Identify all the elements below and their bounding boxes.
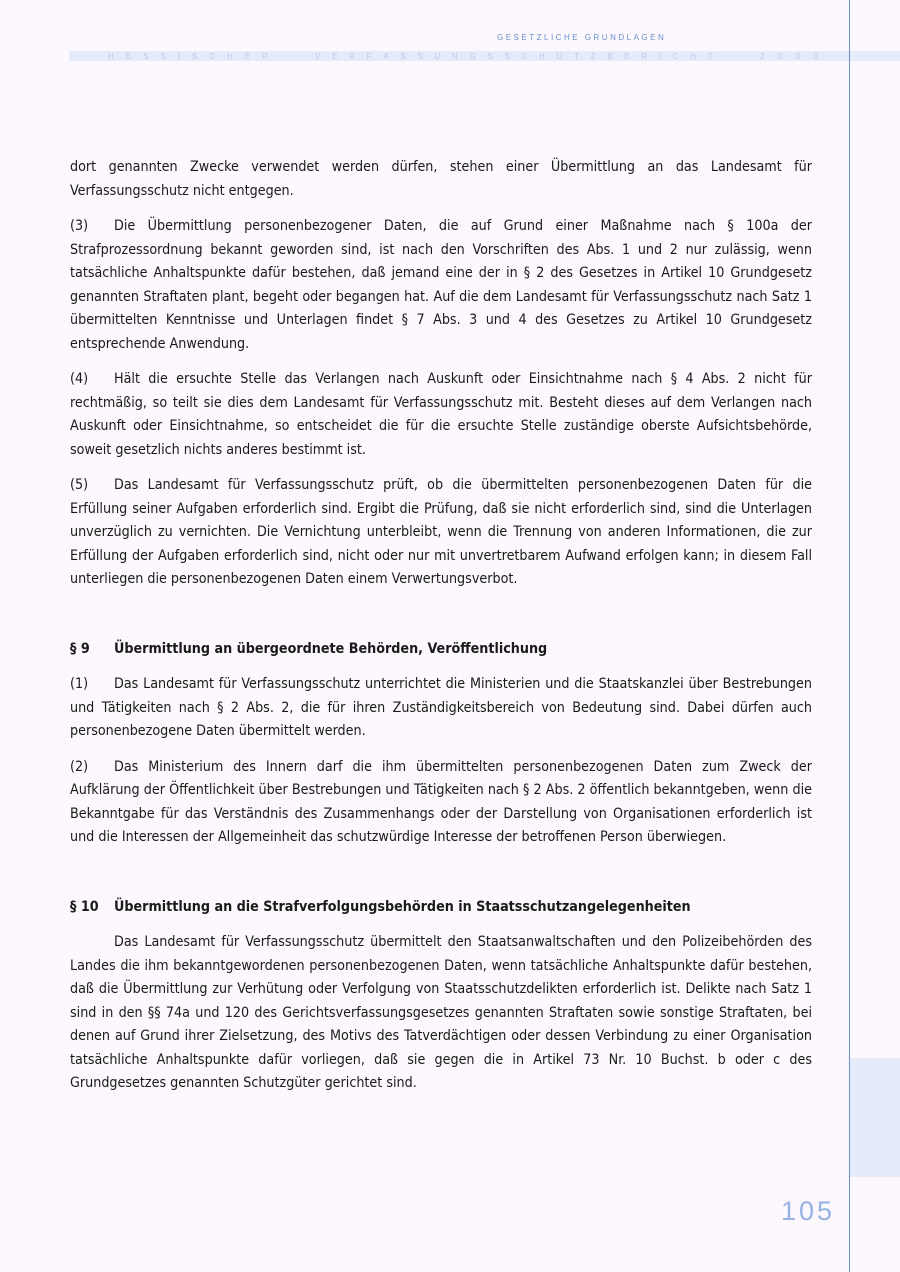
paragraph-10: Das Landesamt für Verfassungsschutz übermittelt den Staatsanwaltschaften und den Polizeibehörden des Landes die ihm bekanntgewordenen personenbezogenen Daten, wenn tatsächliche Anhaltspunkte dafür bestehen, daß die Übermittlung zur Verhütung oder Verfolgung von Staatsschutzdelikten erforderlich ist. Delikte nach Satz 1 sind in den §§ 74a und 120 des Gerichtsverfassungsgesetzes genannten Straftaten sowie sonstige Straftaten, bei denen auf Grund ihrer Zielsetzung, des Motivs des Tatverdächtigen oder dessen Verbindung zu einer Organisation tatsächliche Anhaltspunkte dafür vorliegen, daß sie gegen die in Artikel 73 Nr. 10 Buchst. b oder c des Grundgesetzes genannten Schutzgüter gerichtet sind. [70,934,812,1091]
running-title-word: 2 0 0 0 [760,52,818,61]
section-number: § 9 [70,640,90,657]
paragraph-number: (2) [70,758,89,775]
paragraph-9-2 [70,756,812,850]
section-label: GESETZLICHE GRUNDLAGEN [497,33,667,42]
section-heading-10 [70,896,812,920]
section-number: § 10 [70,898,99,915]
paragraph-continued: dort genannten Zwecke verwendet werden dürfen, stehen einer Übermittlung an das Landesamt für Verfassungsschutz nicht entgegen. [70,159,812,199]
paragraph-5 [70,474,812,592]
paragraph-text: Das Landesamt für Verfassungsschutz prüft, ob die übermittelten personenbezogenen Daten für die Erfüllung seiner Aufgaben erforderlich sind. Ergibt die Prüfung, daß sie nicht erforderlich sind, sind die Unterlagen unverzüglich zu vernichten. Die Vernichtung unterbleibt, wenn die Trennung von anderen Informationen, die zur Erfüllung der Aufgaben erforderlich sind, nicht oder nur mit unvertretbarem Aufwand erfolgen kann; in diesem Fall unterliegen die personenbezogenen Daten einem Verwertungsverbot. [70,477,812,587]
paragraph-text: Das Landesamt für Verfassungsschutz unterrichtet die Ministerien und die Staatskanzlei über Bestrebungen und Tätigkeiten nach § 2 Abs. 2, die für ihren Zuständigkeitsbereich von Bedeutung sind. Dabei dürfen auch personenbezogene Daten übermittelt werden. [70,676,812,739]
page-number: 105 [781,1196,836,1226]
section-heading-9 [70,638,812,662]
running-title-word: V E R F A S S U N G S S C H U T Z B E R I C H T [315,52,713,61]
paragraph-text: Das Ministerium des Innern darf die ihm übermittelten personenbezogenen Daten zum Zweck der Aufklärung der Öffentlichkeit über Bestrebungen und Tätigkeiten nach § 2 Abs. 2 öffentlich bekanntgeben, wenn die Bekanntgabe für das Verständnis des Zusammenhangs oder der Darstellung von Organisationen erforderlich ist und die Interessen der Allgemeinheit das schutzwürdige Interesse der betroffenen Person überwiegen. [70,758,812,845]
paragraph-4 [70,368,812,462]
paragraph-number: (3) [70,218,89,234]
page-body [70,156,812,1108]
side-tab [850,1058,900,1177]
section-title: Übermittlung an übergeordnete Behörden, Veröffentlichung [114,640,548,657]
section-title: Übermittlung an die Strafverfolgungsbehörden in Staatsschutzangelegenheiten [114,898,691,915]
paragraph-text: Hält die ersuchte Stelle das Verlangen nach Auskunft oder Einsichtnahme nach § 4 Abs. 2 nicht für rechtmäßig, so teilt sie dies dem Landesamt für Verfassungsschutz mit. Besteht dieses auf dem Verlangen nach Auskunft oder Einsichtnahme, so entscheidet die für die ersuchte Stelle zuständige oberste Aufsichtsbehörde, soweit gesetzlich nichts anderes bestimmt ist. [70,371,812,458]
paragraph-number: (5) [70,477,89,493]
paragraph-3 [70,215,812,356]
paragraph-number: (4) [70,371,89,387]
running-header [108,52,818,61]
paragraph-9-1 [70,673,812,744]
paragraph-number: (1) [70,676,89,692]
running-title-word: H E S S I S C H E R [108,52,268,61]
paragraph-text: Die Übermittlung personenbezogener Daten, die auf Grund einer Maßnahme nach § 100a der Strafprozessordnung bekannt geworden sind, ist nach den Vorschriften des Abs. 1 und 2 nur zulässig, wenn tatsächliche Anhaltspunkte dafür bestehen, daß jemand eine der in § 2 des Gesetzes in Artikel 10 Grundgesetz genannten Straftaten plant, begeht oder begangen hat. Auf die dem Landesamt für Verfassungsschutz nach Satz 1 übermittelten Kenntnisse und Unterlagen findet § 7 Abs. 3 und 4 des Gesetzes zu Artikel 10 Grundgesetz entsprechende Anwendung. [70,218,812,352]
